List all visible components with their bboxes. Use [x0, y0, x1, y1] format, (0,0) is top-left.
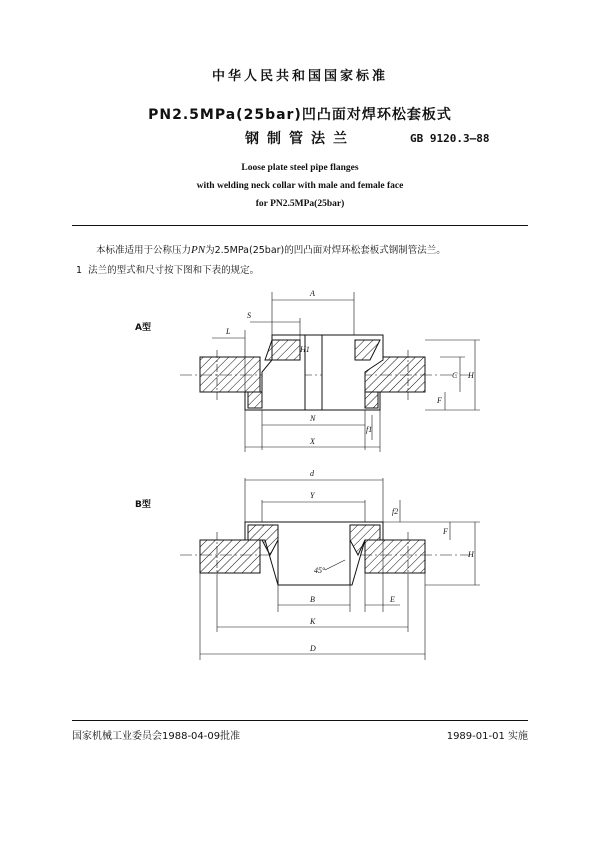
scope-paragraph: 本标准适用于公称压力PN为2.5MPa(25bar)的凹凸面对焊环松套板式钢制管法兰。 [96, 244, 446, 256]
dim-a: A [310, 289, 315, 298]
dim-f: F [443, 527, 448, 536]
dim-n: N [310, 414, 316, 423]
dim-h: H [468, 550, 474, 559]
standard-title-line1: PN2.5MPa(25bar)凹凸面对焊环松套板式 [148, 107, 452, 123]
dim-d-large: D [310, 644, 316, 653]
english-title-line3: for PN2.5MPa(25bar) [255, 199, 345, 209]
english-title-line2: with welding neck collar with male and female face [196, 181, 404, 191]
implementation-date: 1989-01-01 实施 [446, 731, 528, 742]
dim-d-small: d [310, 469, 314, 478]
dim-f2: f2 [392, 507, 399, 516]
dim-c: C [452, 371, 458, 380]
type-b-label: B型 [135, 500, 151, 510]
dim-h1: H1 [300, 345, 310, 354]
dim-h: H [468, 371, 474, 380]
dim-k: K [310, 617, 316, 626]
footer-divider [72, 720, 528, 721]
dim-angle: 45° [314, 566, 326, 575]
standard-code: GB 9120.3—88 [410, 132, 490, 145]
clause-1: 1 法兰的型式和尺寸按下图和下表的规定。 [76, 265, 260, 276]
issuing-authority: 中华人民共和国国家标准 [211, 69, 388, 84]
dim-x: X [310, 437, 315, 446]
pn-symbol: PN [191, 244, 206, 256]
figure-a [180, 292, 480, 452]
approval-note: 国家机械工业委员会1988-04-09批准 [72, 731, 241, 742]
figure-b [180, 478, 480, 660]
dim-y: Y [310, 491, 315, 500]
english-title-line1: Loose plate steel pipe flanges [241, 163, 359, 173]
dim-s: S [247, 311, 251, 320]
type-a-label: A型 [135, 323, 151, 333]
standard-title-line2: 钢制管法兰 [245, 131, 355, 147]
dim-l: L [226, 327, 231, 336]
dim-e: E [390, 595, 395, 604]
dim-f1: f1 [366, 425, 373, 434]
dim-f: F [437, 396, 442, 405]
dim-b: B [310, 595, 315, 604]
